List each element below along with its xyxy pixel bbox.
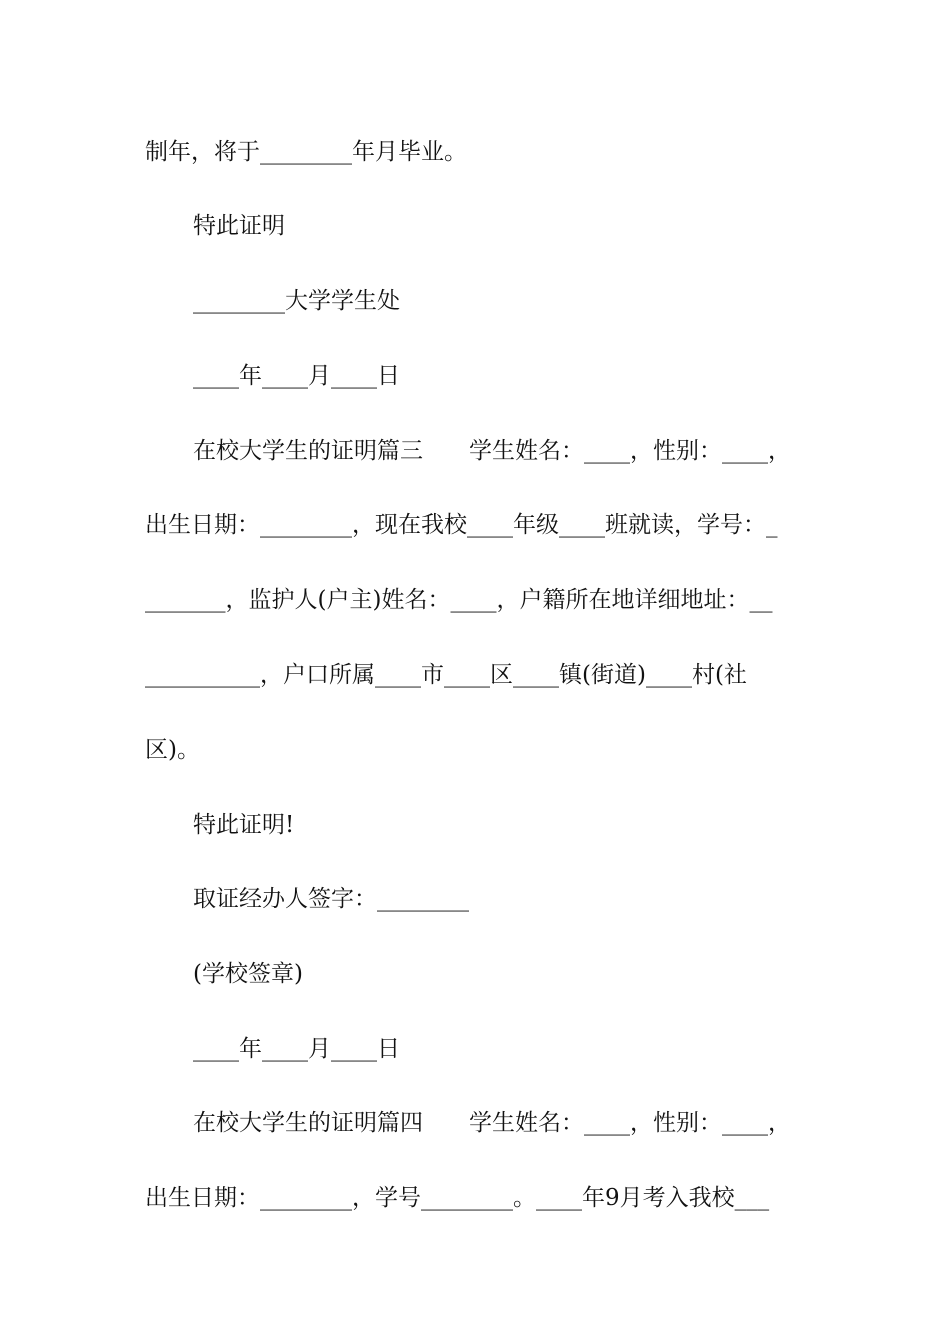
text-line: ____年____月____日 [193, 1036, 400, 1062]
text-line: 区)。 [145, 737, 200, 763]
text-line: (学校签章) [193, 961, 303, 987]
text-line: 制年，将于________年月毕业。 [145, 139, 467, 165]
text-line: _______，监护人(户主)姓名：____，户籍所在地详细地址：__ [145, 587, 773, 613]
text-line: 出生日期：________，学号________。____年9月考入我校___ [145, 1185, 770, 1211]
text-line: __________，户口所属____市____区____镇(街道)____村(社 [145, 662, 747, 688]
section-heading-line: 在校大学生的证明篇三 学生姓名：____，性别：____， [193, 438, 791, 464]
text-line: 特此证明 [193, 213, 285, 239]
text-line: 特此证明! [193, 812, 295, 838]
text-line: 取证经办人签字：________ [193, 886, 469, 912]
text-line: ____年____月____日 [193, 363, 400, 389]
section-heading-line: 在校大学生的证明篇四 学生姓名：____，性别：____， [193, 1110, 791, 1136]
text-line: ________大学学生处 [193, 288, 400, 314]
text-line: 出生日期：________，现在我校____年级____班就读，学号：_ [145, 512, 778, 538]
